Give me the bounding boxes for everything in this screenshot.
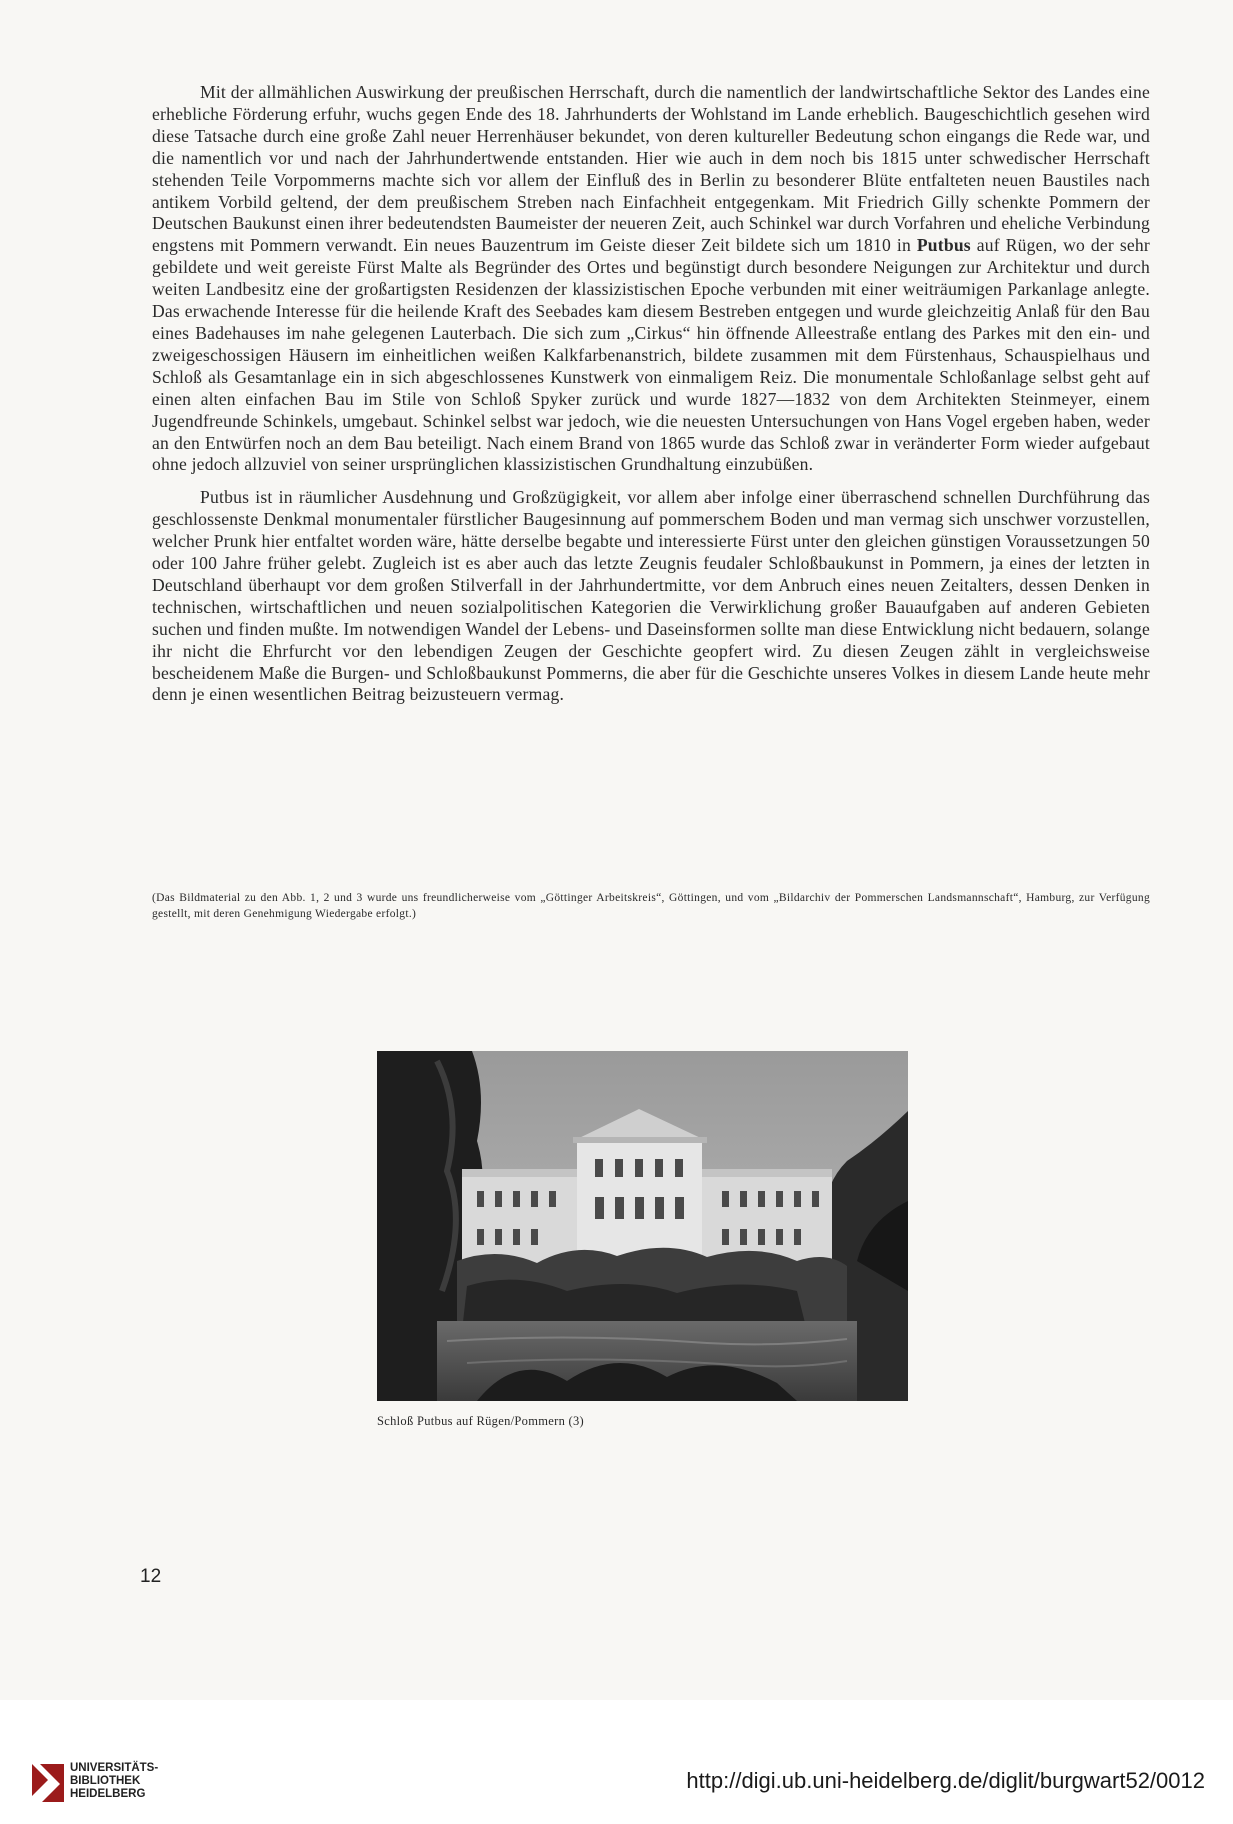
permalink-url[interactable]: http://digi.ub.uni-heidelberg.de/diglit/burgwart52/0012 — [686, 1768, 1205, 1793]
footer-bar — [0, 1700, 1233, 1824]
page-number: 12 — [140, 1566, 162, 1587]
paragraph-2: Putbus ist in räumlicher Ausdehnung und Großzügigkeit, vor allem aber infolge einer überraschend schnellen Durchführung das geschlossenste Denkmal monumentaler fürstlicher Baugesinnung auf pommerschem Boden und man vermag sich unschwer vorzustellen, welcher Prunk hier entfaltet worden wäre, hätte derselbe begabte und interessierte Fürst unter den gleichen günstigen Voraussetzungen 50 oder 100 Jahre früher gelebt. Zugleich ist es aber auch das letzte Zeugnis feudaler Schloßbaukunst in Pommern, ja eines der letzten in Deutschland überhaupt vor dem großen Stilverfall in der Jahrhundertmitte, vor dem Anbruch eines neuen Zeitalters, dessen Denken in technischen, wirtschaftlichen und neuen sozialpolitischen Kategorien die Verwirklichung großer Bauaufgaben auf anderen Gebieten suchen und finden mußte. Im notwendigen Wandel der Lebens- und Daseinsformen sollte man diese Entwicklung nicht bedauern, solange ihr nicht die Ehrfurcht vor den lebendigen Zeugen der Geschichte geopfert wird. Zu diesen Zeugen zählt in vergleichsweise bescheidenem Maße die Burgen- und Schloßbaukunst Pommerns, die aber für die Geschichte unseres Volkes in diesem Lande heute mehr denn je einen wesentlichen Beitrag beizusteuern vermag. — [152, 487, 1150, 705]
library-name-line-3: HEIDELBERG — [70, 1788, 146, 1800]
article-body — [152, 82, 1150, 706]
paragraph-1 — [152, 82, 1150, 476]
castle-photo — [377, 1051, 908, 1401]
photo-caption: Schloß Putbus auf Rügen/Pommern (3) — [377, 1414, 585, 1428]
library-name-line-2: BIBLIOTHEK — [70, 1775, 141, 1787]
image-credit-note: (Das Bildmaterial zu den Abb. 1, 2 und 3 wurde uns freundlicherweise vom „Göttinger Arbeitskreis“, Göttingen, und vom „Bildarchiv der Pommerschen Landsmannschaft“, Hamburg, zur Verfügung gestellt, mit deren Genehmigung Wiedergabe erfolgt.) — [152, 892, 1150, 920]
paragraph-1-end: auf Rügen, wo der sehr gebildete und weit gereiste Fürst Malte als Begründer des Ortes und begünstigt durch besondere Neigungen zur Architektur und durch weiten Landbesitz eine der großartigsten Residenzen der klassizistischen Epoche verbunden mit einer weiträumigen Parkanlage anlegte. Das erwachende Interesse für die heilende Kraft des Seebades kam diesem Bestreben entgegen und wurde gleichzeitig Anlaß für den Bau eines Badehauses im nahe gelegenen Lauterbach. Die sich zum „Cirkus“ hin öffnende Alleestraße entlang des Parkes mit den ein- und zweigeschossigen Häusern im einheitlichen weißen Kalkfarbenanstrich, bildete zusammen mit dem Fürstenhaus, Schauspielhaus und Schloß als Gesamtanlage ein in sich abgeschlossenes Kunstwerk von einmaligem Reiz. Die monumentale Schloßanlage selbst geht auf einen alten einfachen Bau im Stile von Schloß Spyker zurück und wurde 1827—1832 von dem Architekten Steinmeyer, einem Jugendfreunde Schinkels, umgebaut. Schinkel selbst war jedoch, wie die neuesten Untersuchungen von Hans Vogel ergeben haben, weder an den Entwürfen noch an dem Bau beteiligt. Nach einem Brand von 1865 wurde das Schloß zwar in veränderter Form wieder aufgebaut ohne jedoch allzuviel von seiner ursprünglichen klassizistischen Grundhaltung einzubüßen. — [152, 235, 1150, 475]
library-name-line-1: UNIVERSITÄTS- — [70, 1762, 159, 1774]
castle-photo-illustration — [377, 1051, 908, 1401]
library-name[interactable] — [70, 1762, 158, 1801]
library-logo-icon[interactable] — [28, 1760, 68, 1806]
putbus-bold: Putbus — [916, 235, 971, 256]
paragraph-1-start: Mit der allmählichen Auswirkung der preußischen Herrschaft, durch die namentlich der landwirtschaftliche Sektor des Landes eine erhebliche Förderung erfuhr, wuchs gegen Ende des 18. Jahrhunderts der Wohlstand im Lande erheblich. Baugeschichtlich gesehen wird diese Tatsache durch eine große Zahl neuer Herrenhäuser bekundet, von deren kultureller Bedeutung schon eingangs die Rede war, und die namentlich vor und nach der Jahrhundertwende entstanden. Hier wie auch in dem noch bis 1815 unter schwedischer Herrschaft stehenden Teile Vorpommerns machte sich vor allem der Einfluß des in Berlin zu besonderer Blüte entfalteten neuen Baustiles nach antikem Vorbild geltend, der dem preußischem Streben nach Einfachheit entgegenkam. Mit Friedrich Gilly schenkte Pommern der Deutschen Baukunst einen ihrer bedeutendsten Baumeister der neueren Zeit, auch Schinkel war durch Vorfahren und eheliche Verbindung engstens mit Pommern verwandt. Ein neues Bauzentrum im Geiste dieser Zeit bildete sich um 1810 in — [152, 82, 1150, 256]
